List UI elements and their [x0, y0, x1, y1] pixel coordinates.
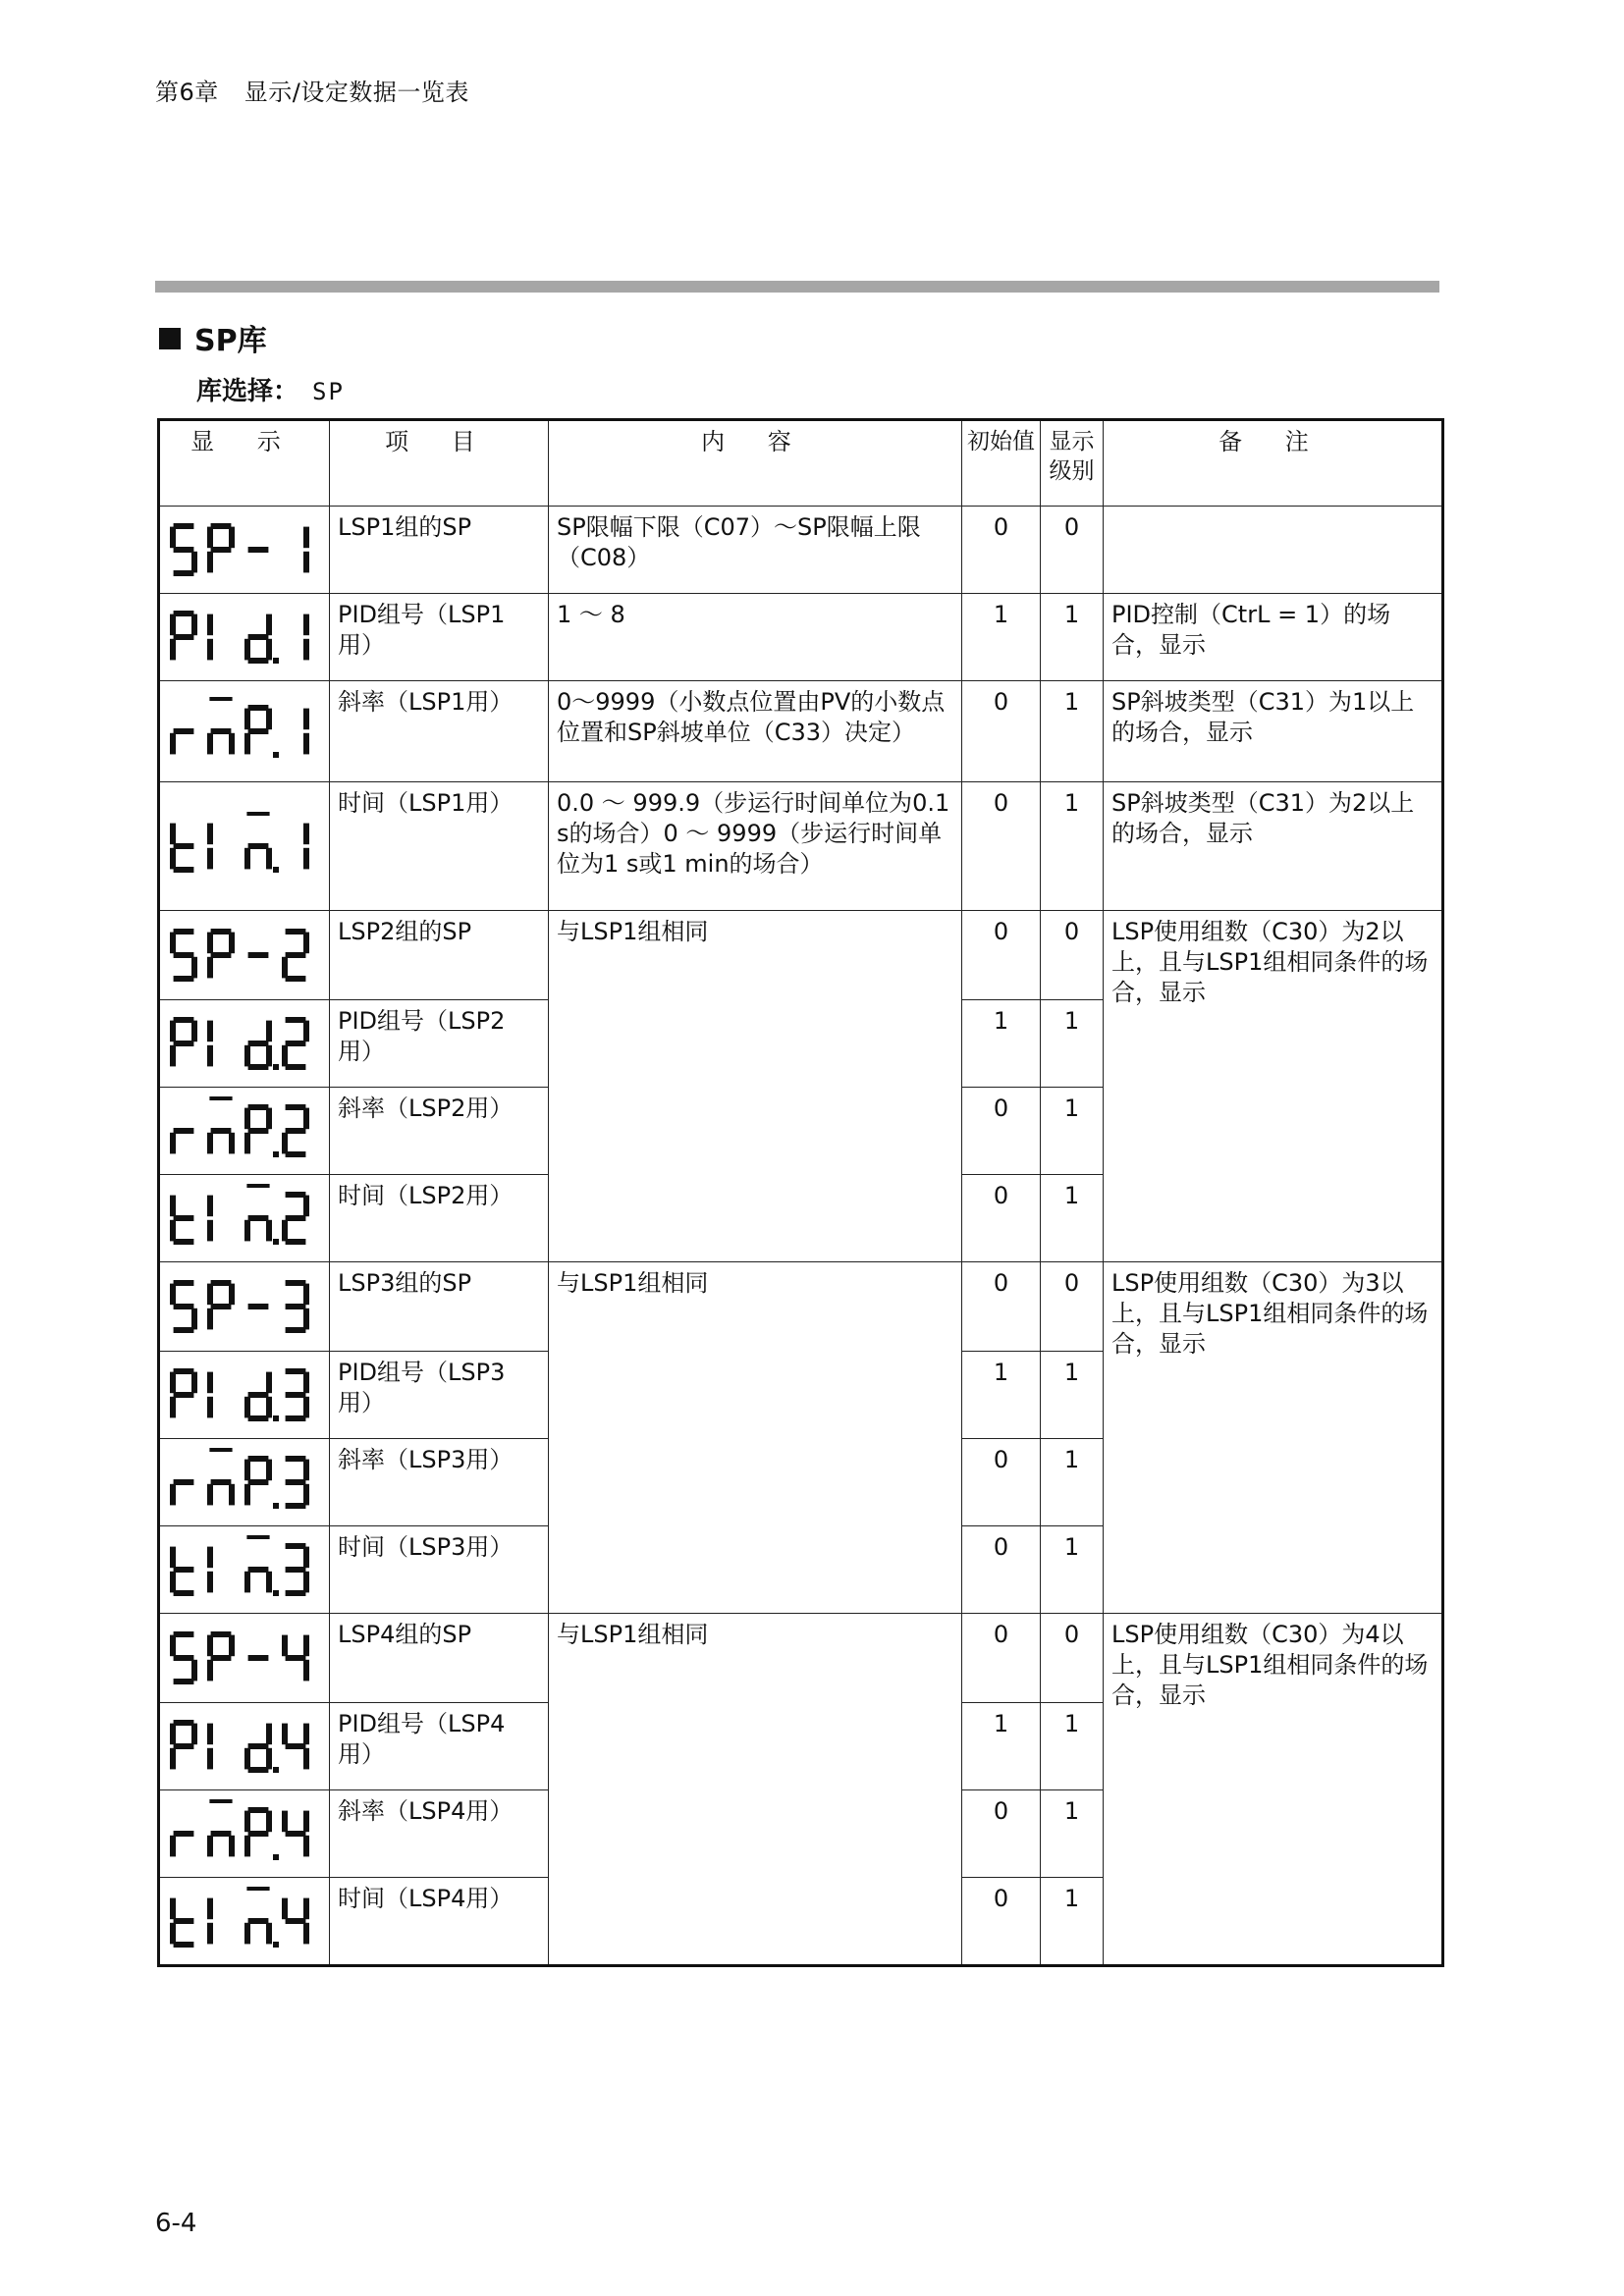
item-cell: LSP2组的SP — [330, 911, 549, 1000]
item-cell: 时间（LSP4用） — [330, 1878, 549, 1966]
display-code-cell — [159, 681, 330, 782]
initial-value-cell: 0 — [962, 1175, 1041, 1262]
section-divider — [155, 281, 1439, 293]
square-bullet-icon — [159, 328, 181, 349]
seven-segment-icon — [166, 1535, 323, 1604]
display-level-cell: 0 — [1041, 1614, 1104, 1703]
col-content: 内 容 — [549, 420, 962, 507]
item-cell: 斜率（LSP3用） — [330, 1439, 549, 1526]
initial-value-cell: 1 — [962, 594, 1041, 681]
seven-segment-icon — [166, 812, 323, 881]
display-level-cell: 0 — [1041, 1262, 1104, 1352]
item-cell: 斜率（LSP1用） — [330, 681, 549, 782]
display-level-cell: 1 — [1041, 1352, 1104, 1439]
seven-segment-icon — [166, 1712, 323, 1781]
chapter-title: 显示/设定数据一览表 — [244, 79, 469, 106]
parameter-table — [157, 418, 1444, 1967]
initial-value-cell: 0 — [962, 1439, 1041, 1526]
item-cell: PID组号（LSP2用） — [330, 1000, 549, 1088]
note-cell: LSP使用组数（C30）为4以上，且与LSP1组相同条件的场合，显示 — [1104, 1614, 1443, 1966]
seven-segment-icon — [166, 1272, 323, 1341]
col-initial: 初始值 — [962, 420, 1041, 507]
display-level-cell: 1 — [1041, 1175, 1104, 1262]
display-code-cell — [159, 1352, 330, 1439]
display-code-cell — [159, 1175, 330, 1262]
initial-value-cell: 0 — [962, 681, 1041, 782]
content-cell: 与LSP1组相同 — [549, 911, 962, 1262]
col-note: 备 注 — [1104, 420, 1443, 507]
initial-value-cell: 0 — [962, 1088, 1041, 1175]
table-row — [159, 911, 1443, 1000]
display-level-cell: 1 — [1041, 1088, 1104, 1175]
display-code-cell — [159, 1262, 330, 1352]
display-code-cell — [159, 1790, 330, 1878]
display-level-cell: 1 — [1041, 1439, 1104, 1526]
initial-value-cell: 0 — [962, 1878, 1041, 1966]
display-level-cell: 1 — [1041, 1526, 1104, 1614]
item-cell: 斜率（LSP4用） — [330, 1790, 549, 1878]
seven-segment-icon — [166, 1799, 323, 1868]
item-cell: LSP1组的SP — [330, 507, 549, 594]
page-number: 6-4 — [155, 2209, 197, 2238]
table-row — [159, 594, 1443, 681]
seven-segment-icon — [166, 603, 323, 671]
note-cell: LSP使用组数（C30）为3以上，且与LSP1组相同条件的场合，显示 — [1104, 1262, 1443, 1614]
note-cell: PID控制（CtrL = 1）的场合，显示 — [1104, 594, 1443, 681]
initial-value-cell: 0 — [962, 911, 1041, 1000]
display-code-cell — [159, 1703, 330, 1790]
seven-segment-icon — [166, 921, 323, 989]
seven-segment-icon — [166, 515, 323, 584]
initial-value-cell: 1 — [962, 1703, 1041, 1790]
content-cell: 与LSP1组相同 — [549, 1262, 962, 1614]
section-heading — [159, 316, 267, 359]
display-level-cell: 1 — [1041, 782, 1104, 911]
initial-value-cell: 1 — [962, 1352, 1041, 1439]
section-title: SP库 — [194, 324, 267, 358]
content-cell: 与LSP1组相同 — [549, 1614, 962, 1966]
item-cell: 时间（LSP1用） — [330, 782, 549, 911]
initial-value-cell: 0 — [962, 1262, 1041, 1352]
item-cell: 斜率（LSP2用） — [330, 1088, 549, 1175]
seven-segment-icon — [166, 1184, 323, 1253]
note-cell — [1104, 507, 1443, 594]
initial-value-cell: 1 — [962, 1000, 1041, 1088]
item-cell: LSP3组的SP — [330, 1262, 549, 1352]
display-code-cell — [159, 911, 330, 1000]
item-cell: 时间（LSP2用） — [330, 1175, 549, 1262]
seven-segment-icon — [166, 1361, 323, 1429]
initial-value-cell: 0 — [962, 507, 1041, 594]
item-cell: PID组号（LSP3用） — [330, 1352, 549, 1439]
display-code-cell — [159, 507, 330, 594]
display-code-cell — [159, 1088, 330, 1175]
item-cell: 时间（LSP3用） — [330, 1526, 549, 1614]
bank-code: SP — [312, 378, 345, 405]
display-code-cell — [159, 1878, 330, 1966]
display-code-cell — [159, 1000, 330, 1088]
chapter-header — [155, 73, 495, 107]
display-level-cell: 1 — [1041, 1000, 1104, 1088]
content-cell: SP限幅下限（C07）～SP限幅上限（C08） — [549, 507, 962, 594]
table-row — [159, 1614, 1443, 1703]
bank-selection — [196, 371, 345, 407]
seven-segment-icon — [166, 1448, 323, 1517]
item-cell: PID组号（LSP4用） — [330, 1703, 549, 1790]
initial-value-cell: 0 — [962, 1614, 1041, 1703]
seven-segment-icon — [166, 1624, 323, 1692]
display-level-cell: 0 — [1041, 911, 1104, 1000]
display-level-cell: 1 — [1041, 1790, 1104, 1878]
content-cell: 0.0 ～ 999.9（步运行时间单位为0.1 s的场合）0 ～ 9999（步运行时间单位为1 s或1 min的场合） — [549, 782, 962, 911]
note-cell: SP斜坡类型（C31）为1以上的场合，显示 — [1104, 681, 1443, 782]
chapter-number: 第6章 — [155, 79, 219, 106]
seven-segment-icon — [166, 1887, 323, 1955]
col-display: 显 示 — [159, 420, 330, 507]
display-level-cell: 1 — [1041, 1878, 1104, 1966]
display-code-cell — [159, 1526, 330, 1614]
table-row — [159, 782, 1443, 911]
note-cell: SP斜坡类型（C31）为2以上的场合，显示 — [1104, 782, 1443, 911]
display-level-cell: 1 — [1041, 594, 1104, 681]
display-level-cell: 1 — [1041, 681, 1104, 782]
display-level-cell: 0 — [1041, 507, 1104, 594]
item-cell: LSP4组的SP — [330, 1614, 549, 1703]
display-code-cell — [159, 1614, 330, 1703]
display-code-cell — [159, 782, 330, 911]
seven-segment-icon — [166, 697, 323, 766]
table-header-row — [159, 420, 1443, 507]
note-cell: LSP使用组数（C30）为2以上，且与LSP1组相同条件的场合，显示 — [1104, 911, 1443, 1262]
item-cell: PID组号（LSP1用） — [330, 594, 549, 681]
display-code-cell — [159, 594, 330, 681]
seven-segment-icon — [166, 1009, 323, 1078]
initial-value-cell: 0 — [962, 1526, 1041, 1614]
initial-value-cell: 0 — [962, 782, 1041, 911]
display-code-cell — [159, 1439, 330, 1526]
initial-value-cell: 0 — [962, 1790, 1041, 1878]
col-level: 显示级别 — [1041, 420, 1104, 507]
col-item: 项 目 — [330, 420, 549, 507]
content-cell: 0～9999（小数点位置由PV的小数点位置和SP斜坡单位（C33）决定） — [549, 681, 962, 782]
table-row — [159, 507, 1443, 594]
seven-segment-icon — [166, 1096, 323, 1165]
content-cell: 1 ～ 8 — [549, 594, 962, 681]
display-level-cell: 1 — [1041, 1703, 1104, 1790]
bank-label: 库选择： — [196, 377, 299, 406]
table-row — [159, 1262, 1443, 1352]
table-row — [159, 681, 1443, 782]
